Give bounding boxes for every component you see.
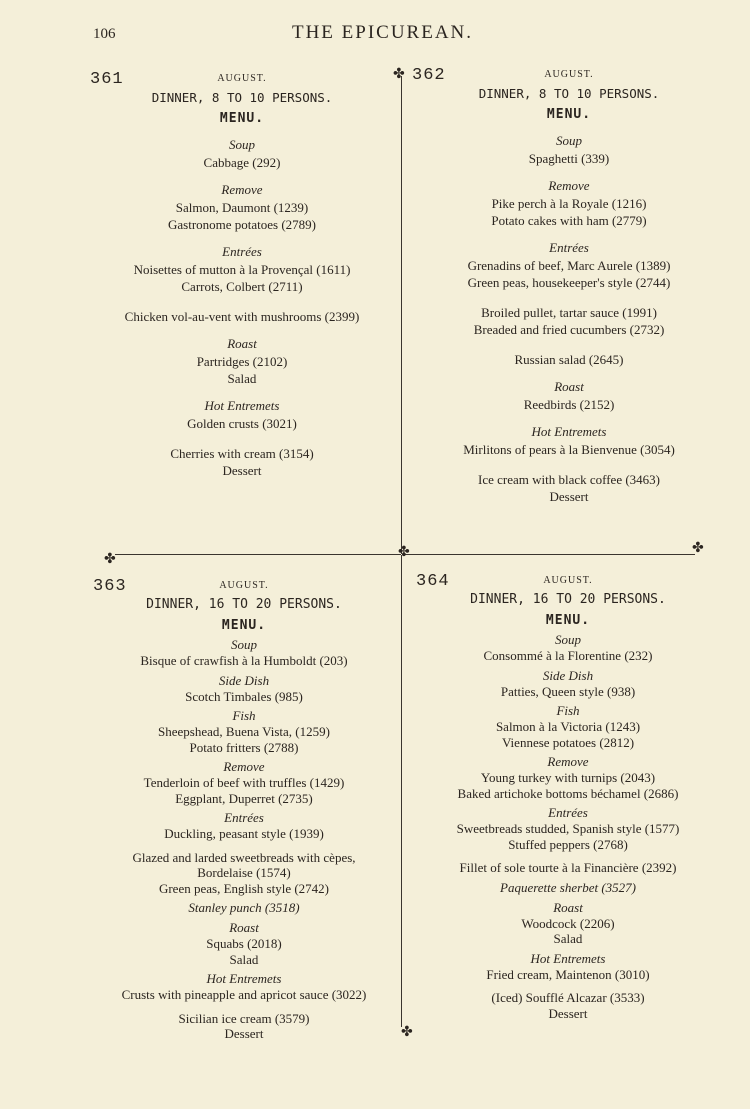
menu-item: Scotch Timbales (985) [185,688,303,704]
menu-item: Sicilian ice cream (3579) [178,1010,310,1026]
section-title: Side Dish [542,667,594,683]
section-title: Paquerette sherbet (3527) [500,879,636,895]
page-number: 106 [93,26,116,42]
menu-item: Duckling, peasant style (1939) [164,826,324,841]
menu-item: Woodcock (2206) [521,915,615,931]
menu-item: Grenadins of beef, Marc Aurele (1389) [467,258,671,273]
menu-header [412,66,726,86]
section-title: Stanley punch (3518) [188,900,300,915]
menu-item: Broiled pullet, tartar sauce (1991) [481,305,657,320]
menu-item: Fried cream, Maintenon (3010) [486,966,650,982]
section-title: Hot Entremets [530,950,606,966]
menu-month: AUGUST. [544,69,594,80]
spacer [90,295,394,308]
section-title: Entrées [222,244,262,259]
menu-item: Spaghetti (339) [528,151,610,166]
menu-item: Bisque of crawfish à la Humboldt (203) [140,653,348,668]
spacer [412,338,726,351]
menu-item: Eggplant, Duperret (2735) [175,790,313,806]
menu-item: Salad [229,951,259,967]
section-title: Entrées [548,805,588,820]
menu-header [90,70,394,90]
ornament-icon: ✤ [398,545,410,560]
section-title: Hot Entremets [206,971,282,986]
dinner-heading: DINNER, 16 TO 20 PERSONS. [470,592,666,607]
menu-item: Potato fritters (2788) [189,739,299,755]
menu-item: Reedbirds (2152) [523,397,615,412]
menu-label: MENU. [219,111,265,126]
section-title: Remove [548,178,590,193]
menu-label: MENU. [545,613,591,628]
section-title: Soup [229,137,255,152]
menu-item: Young turkey with turnips (2043) [480,770,656,785]
spacer [412,291,726,304]
vertical-divider-top [401,76,402,554]
menu-item: Green peas, housekeeper's style (2744) [467,275,671,290]
menu-number: 362 [412,66,446,85]
section-title: Side Dish [218,672,270,688]
section-title: Remove [547,754,589,769]
menu-item: Salad [227,371,257,386]
menu-label: MENU. [221,618,267,633]
section-title: Entrées [549,240,589,255]
menu-item: Dessert [224,1026,264,1041]
menu-item: Cabbage (292) [203,155,281,170]
spacer [416,852,720,860]
menu-item: Salmon, Daumont (1239) [175,200,309,215]
menu-label: MENU. [546,107,592,122]
menu-number: 361 [90,70,124,89]
spacer [90,432,394,445]
menu-item: Mirlitons of pears à la Bienvenue (3054) [463,442,675,457]
menu-item: Salad [553,931,583,946]
menu-item: Cherries with cream (3154) [170,446,314,461]
menu-header [93,577,395,597]
horizontal-divider-right [402,554,695,555]
menu-item: Stuffed peppers (2768) [508,836,628,852]
menu-header [416,572,720,592]
section-title: Fish [556,703,580,718]
section-title: Roast [553,899,583,915]
menu-item: Green peas, English style (2742) [158,880,330,896]
dinner-heading: DINNER, 16 TO 20 PERSONS. [146,597,342,612]
menu-item: Chicken vol-au-vent with mushrooms (2399) [124,309,360,324]
menu-364 [416,572,720,1021]
menu-item: Crusts with pineapple and apricot sauce (3022) [121,987,367,1002]
spacer [416,982,720,990]
menu-item: Consommé à la Florentine (232) [483,648,653,663]
menu-item: Tenderloin of beef with truffles (1429) [143,775,345,790]
menu-item: Dessert [549,489,589,504]
section-title: Roast [229,920,259,935]
spacer [93,842,395,850]
menu-item: Sheepshead, Buena Vista, (1259) [158,724,330,739]
menu-item: Golden crusts (3021) [187,416,297,431]
section-title: Remove [223,759,265,774]
menu-item: Russian salad (2645) [514,352,624,367]
dinner-heading: DINNER, 8 TO 10 PERSONS. [478,86,660,101]
dinner-heading: DINNER, 8 TO 10 PERSONS. [151,90,333,105]
menu-month: AUGUST. [543,575,593,586]
menu-number: 363 [93,577,127,596]
section-title: Roast [554,379,584,394]
menu-item: Fillet of sole tourte à la Financière (2392) [459,860,677,875]
menu-item: Gastronome potatoes (2789) [167,217,317,232]
section-title: Remove [221,182,263,197]
menu-item: Salmon à la Victoria (1243) [495,719,641,734]
section-title: Entrées [224,810,264,825]
section-title: Hot Entremets [531,424,607,439]
ornament-icon: ✤ [401,1025,413,1040]
menu-number: 364 [416,572,450,591]
section-title: Hot Entremets [204,398,280,413]
menu-item: Noisettes of mutton à la Provençal (1611) [133,262,351,277]
menu-item: Viennese potatoes (2812) [501,734,635,750]
menu-item: Patties, Queen style (938) [500,683,636,699]
section-title: Roast [227,336,257,351]
menu-363 [93,577,395,1042]
menu-month: AUGUST. [217,73,267,84]
menu-item: Squabs (2018) [206,936,282,951]
menu-item: Dessert [222,463,262,478]
menu-item: Ice cream with black coffee (3463) [477,472,661,487]
menu-361 [90,70,394,479]
menu-item: Partridges (2102) [196,354,288,369]
ornament-icon: ✤ [692,541,704,556]
menu-item: Potato cakes with ham (2779) [491,213,647,228]
page-title: THE EPICUREAN. [291,22,474,43]
menu-362 [412,66,726,505]
menu-item: Sweetbreads studded, Spanish style (1577) [456,821,680,836]
menu-item: Dessert [548,1005,588,1021]
section-title: Fish [232,708,256,723]
vertical-divider-bottom [401,555,402,1027]
menu-item: Glazed and larded sweetbreads with cèpes, [132,849,356,865]
spacer [93,1003,395,1011]
menu-item: Pike perch à la Royale (1216) [491,196,647,211]
menu-item: Bordelaise (1574) [197,865,291,880]
menu-item: Baked artichoke bottoms béchamel (2686) [457,785,679,801]
ornament-icon: ✤ [104,552,116,567]
section-title: Soup [555,632,581,647]
menu-item: Carrots, Colbert (2711) [181,279,303,294]
menu-month: AUGUST. [219,580,269,591]
ornament-icon: ✤ [393,67,405,82]
section-title: Soup [556,133,582,148]
section-title: Soup [231,637,257,652]
menu-item: Breaded and fried cucumbers (2732) [473,322,665,337]
menu-item: (Iced) Soufflé Alcazar (3533) [491,990,645,1005]
spacer [412,458,726,471]
horizontal-divider-left [115,554,401,555]
